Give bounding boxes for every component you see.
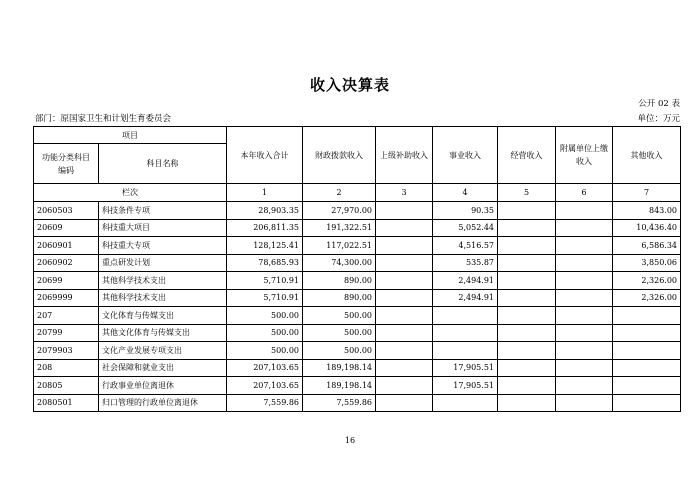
subject-name: 其他科学技术支出 (99, 289, 227, 307)
amount-cell: 17,905.51 (433, 377, 498, 395)
subject-name: 文化产业发展专项支出 (99, 342, 227, 360)
table-row (34, 272, 681, 290)
amount-cell (556, 324, 613, 342)
table-row (34, 307, 681, 325)
header-code-text: 功能分类科目编码 (42, 152, 90, 175)
header-fiscal-appropriation: 财政拨款收入 (303, 127, 376, 184)
amount-cell (613, 324, 681, 342)
header-project: 项目 (34, 127, 227, 144)
table-row (34, 219, 681, 237)
amount-cell (376, 202, 433, 220)
amount-cell: 28,903.35 (227, 202, 303, 220)
amount-cell (433, 342, 498, 360)
amount-cell (433, 324, 498, 342)
row-index-label: 栏次 (34, 184, 227, 202)
amount-cell (498, 377, 556, 395)
amount-cell (498, 359, 556, 377)
amount-cell: 27,970.00 (303, 202, 376, 220)
header-code (34, 144, 99, 184)
header-operating-income: 经营收入 (498, 127, 556, 184)
subject-code: 2079903 (34, 342, 99, 360)
header-affiliated-remittance (556, 127, 613, 184)
amount-cell (498, 219, 556, 237)
header-total-income: 本年收入合计 (227, 127, 303, 184)
subject-code: 208 (34, 359, 99, 377)
amount-cell: 890.00 (303, 272, 376, 290)
subject-code: 2069999 (34, 289, 99, 307)
amount-cell (613, 342, 681, 360)
amount-cell (376, 377, 433, 395)
column-number: 5 (498, 184, 556, 202)
amount-cell: 2,326.00 (613, 289, 681, 307)
header-name: 科目名称 (99, 144, 227, 184)
column-number: 4 (433, 184, 498, 202)
amount-cell: 500.00 (303, 342, 376, 360)
income-final-accounts-table (33, 126, 681, 412)
page-number: 16 (344, 436, 356, 445)
amount-cell: 207,103.65 (227, 377, 303, 395)
amount-cell (613, 394, 681, 412)
amount-cell: 535.87 (433, 254, 498, 272)
subject-name: 其他文化体育与传媒支出 (99, 324, 227, 342)
amount-cell: 500.00 (227, 342, 303, 360)
table-row (34, 202, 681, 220)
subject-name: 科技重大项目 (99, 219, 227, 237)
subject-code: 2060901 (34, 237, 99, 255)
amount-cell (498, 254, 556, 272)
table-row (34, 377, 681, 395)
form-number: 公开 02 表 (638, 99, 680, 109)
amount-cell (613, 307, 681, 325)
amount-cell: 5,710.91 (227, 272, 303, 290)
table-row (34, 254, 681, 272)
subject-name: 重点研发计划 (99, 254, 227, 272)
column-number: 7 (613, 184, 681, 202)
amount-cell (376, 359, 433, 377)
header-other-income: 其他收入 (613, 127, 681, 184)
amount-cell: 4,516.57 (433, 237, 498, 255)
amount-cell: 500.00 (227, 324, 303, 342)
subject-code: 20805 (34, 377, 99, 395)
subject-name: 行政事业单位离退休 (99, 377, 227, 395)
amount-cell (556, 359, 613, 377)
amount-cell: 17,905.51 (433, 359, 498, 377)
amount-cell: 5,710.91 (227, 289, 303, 307)
table-row (34, 289, 681, 307)
subject-code: 2080501 (34, 394, 99, 412)
amount-cell: 2,326.00 (613, 272, 681, 290)
amount-cell: 500.00 (303, 307, 376, 325)
amount-cell (613, 377, 681, 395)
subject-code: 20699 (34, 272, 99, 290)
amount-cell (376, 289, 433, 307)
department-label: 部门：原国家卫生和计划生育委员会 (35, 114, 172, 124)
amount-cell (376, 307, 433, 325)
subject-code: 20799 (34, 324, 99, 342)
amount-cell (498, 307, 556, 325)
amount-cell (498, 202, 556, 220)
table-body (34, 202, 681, 412)
amount-cell (376, 342, 433, 360)
amount-cell (498, 394, 556, 412)
amount-cell (498, 289, 556, 307)
amount-cell (376, 272, 433, 290)
amount-cell (498, 324, 556, 342)
subject-name: 科技条件专项 (99, 202, 227, 220)
amount-cell: 207,103.65 (227, 359, 303, 377)
amount-cell (556, 237, 613, 255)
amount-cell (498, 272, 556, 290)
amount-cell (376, 237, 433, 255)
amount-cell: 500.00 (303, 324, 376, 342)
amount-cell (376, 219, 433, 237)
amount-cell (556, 254, 613, 272)
amount-cell: 5,052.44 (433, 219, 498, 237)
header-row-1 (34, 127, 681, 144)
amount-cell: 78,685.93 (227, 254, 303, 272)
amount-cell: 7,559.86 (227, 394, 303, 412)
amount-cell (556, 289, 613, 307)
amount-cell: 2,494.91 (433, 272, 498, 290)
subject-name: 社会保障和就业支出 (99, 359, 227, 377)
column-number: 1 (227, 184, 303, 202)
unit-label: 单位：万元 (637, 114, 680, 124)
header-affiliated-remittance-text: 附属单位上缴收入 (560, 144, 608, 166)
amount-cell (556, 272, 613, 290)
table-row (34, 237, 681, 255)
amount-cell (498, 237, 556, 255)
amount-cell (556, 307, 613, 325)
amount-cell (498, 342, 556, 360)
amount-cell: 191,322.51 (303, 219, 376, 237)
amount-cell: 128,125.41 (227, 237, 303, 255)
amount-cell: 3,850.06 (613, 254, 681, 272)
table-row (34, 359, 681, 377)
subject-code: 20609 (34, 219, 99, 237)
amount-cell: 117,022.51 (303, 237, 376, 255)
amount-cell: 74,300.00 (303, 254, 376, 272)
amount-cell (556, 342, 613, 360)
amount-cell (556, 202, 613, 220)
amount-cell: 206,811.35 (227, 219, 303, 237)
amount-cell: 2,494.91 (433, 289, 498, 307)
subject-name: 文化体育与传媒支出 (99, 307, 227, 325)
subject-code: 2060503 (34, 202, 99, 220)
column-number: 6 (556, 184, 613, 202)
amount-cell: 10,436.40 (613, 219, 681, 237)
header-business-income: 事业收入 (433, 127, 498, 184)
column-number: 2 (303, 184, 376, 202)
header-superior-subsidy: 上级补助收入 (376, 127, 433, 184)
amount-cell (376, 254, 433, 272)
amount-cell (556, 219, 613, 237)
document-title: 收入决算表 (309, 76, 390, 94)
amount-cell: 890.00 (303, 289, 376, 307)
amount-cell: 90.35 (433, 202, 498, 220)
amount-cell (613, 359, 681, 377)
table-row (34, 394, 681, 412)
amount-cell: 189,198.14 (303, 359, 376, 377)
amount-cell (433, 307, 498, 325)
amount-cell: 189,198.14 (303, 377, 376, 395)
table-row (34, 342, 681, 360)
amount-cell: 7,559.86 (303, 394, 376, 412)
subject-name: 科技重大专项 (99, 237, 227, 255)
amount-cell: 6,586.34 (613, 237, 681, 255)
amount-cell (556, 377, 613, 395)
amount-cell (556, 394, 613, 412)
subject-name: 其他科学技术支出 (99, 272, 227, 290)
column-number: 3 (376, 184, 433, 202)
subject-code: 207 (34, 307, 99, 325)
amount-cell: 843.00 (613, 202, 681, 220)
subject-code: 2060902 (34, 254, 99, 272)
amount-cell (376, 324, 433, 342)
subject-name: 归口管理的行政单位离退休 (99, 394, 227, 412)
column-index-row (34, 184, 681, 202)
amount-cell (376, 394, 433, 412)
amount-cell: 500.00 (227, 307, 303, 325)
amount-cell (433, 394, 498, 412)
table-row (34, 324, 681, 342)
